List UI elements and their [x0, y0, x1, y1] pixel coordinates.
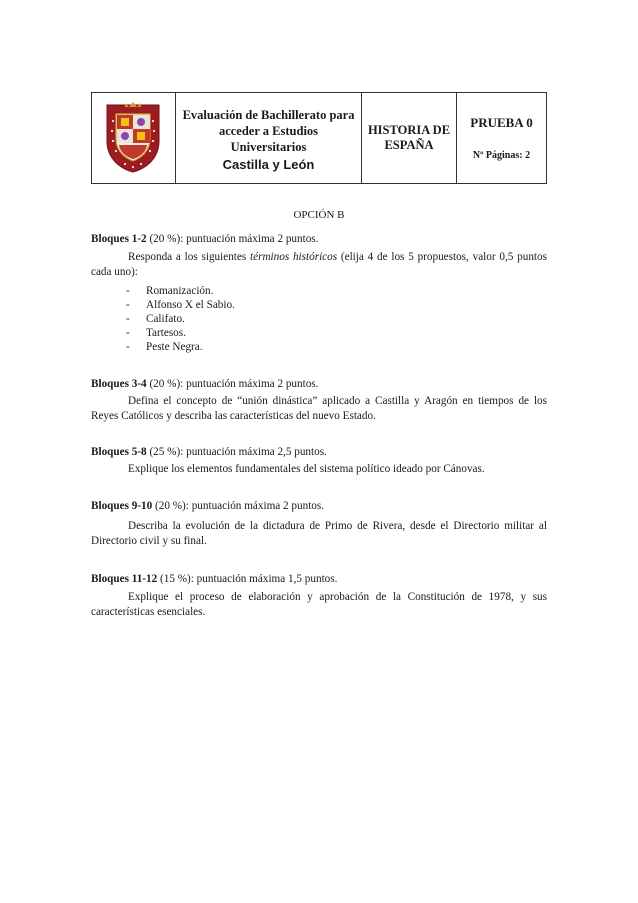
block-heading — [91, 572, 337, 587]
list-item: - Peste Negra. — [126, 341, 203, 353]
evaluation-title — [176, 107, 361, 173]
block-number: Bloques 1-2 — [91, 233, 147, 245]
list-item-text: Califato. — [146, 313, 185, 325]
logo-cell — [92, 93, 176, 183]
block-question: Describa la evolución de la dictadura de Primo de Rivera, desde el Directorio militar al Directorio civil y su final. — [91, 520, 547, 547]
question-emphasis: términos históricos — [250, 251, 338, 263]
exam-info-cell — [457, 93, 546, 183]
exam-id: PRUEBA 0 — [470, 115, 533, 130]
list-item: - Califato. — [126, 313, 185, 325]
block-heading — [91, 445, 327, 460]
eval-line-1: Evaluación de Bachillerato para — [182, 108, 355, 122]
university-seal-logo — [103, 101, 163, 173]
block-question: Explique los elementos fundamentales del sistema político ideado por Cánovas. — [128, 463, 485, 475]
subject-line-2: ESPAÑA — [384, 138, 434, 152]
block-question: Explique el proceso de elaboración y aprobación de la Constitución de 1978, y sus características esenciales. — [91, 591, 547, 618]
list-item-text: Peste Negra. — [146, 341, 203, 353]
block-score: (20 %): puntuación máxima 2 puntos. — [152, 500, 325, 512]
evaluation-title-cell — [176, 93, 362, 183]
block-score: (25 %): puntuación máxima 2,5 puntos. — [146, 446, 327, 458]
list-item-text: Romanización. — [146, 285, 214, 297]
subject-cell — [362, 93, 457, 183]
list-item: - Alfonso X el Sabio. — [126, 299, 235, 311]
block-heading — [91, 377, 318, 392]
block-number: Bloques 3-4 — [91, 378, 147, 390]
block-number: Bloques 5-8 — [91, 446, 147, 458]
exam-header-table — [91, 92, 547, 184]
block-question: Defina el concepto de “unión dinástica” aplicado a Castilla y Aragón en tiempos de los Reyes Católicos y describa las características del nuevo Estado. — [91, 395, 547, 422]
subject-title — [362, 123, 456, 153]
eval-line-2: acceder a Estudios — [218, 124, 319, 138]
subject-line-1: HISTORIA DE — [367, 123, 451, 137]
option-heading: OPCIÓN B — [293, 209, 345, 221]
block-question — [91, 250, 547, 280]
block-score: (15 %): puntuación máxima 1,5 puntos. — [157, 573, 338, 585]
block-number: Bloques 11-12 — [91, 573, 158, 585]
block-heading — [91, 232, 318, 247]
list-item: - Tartesos. — [126, 327, 186, 339]
list-item-text: Alfonso X el Sabio. — [146, 299, 235, 311]
question-text: Responda a los siguientes — [128, 251, 251, 263]
list-item-text: Tartesos. — [146, 327, 186, 339]
block-score: (20 %): puntuación máxima 2 puntos. — [146, 233, 319, 245]
page-count: Nº Páginas: 2 — [472, 150, 531, 161]
block-number: Bloques 9-10 — [91, 500, 153, 512]
region-name: Castilla y León — [222, 157, 315, 172]
list-item: - Romanización. — [126, 285, 214, 297]
block-heading — [91, 499, 324, 514]
block-score: (20 %): puntuación máxima 2 puntos. — [146, 378, 319, 390]
eval-line-3: Universitarios — [230, 140, 307, 154]
question-text: (elija 4 de los 5 propuestos, valor 0,5 puntos cada uno): — [91, 251, 547, 278]
